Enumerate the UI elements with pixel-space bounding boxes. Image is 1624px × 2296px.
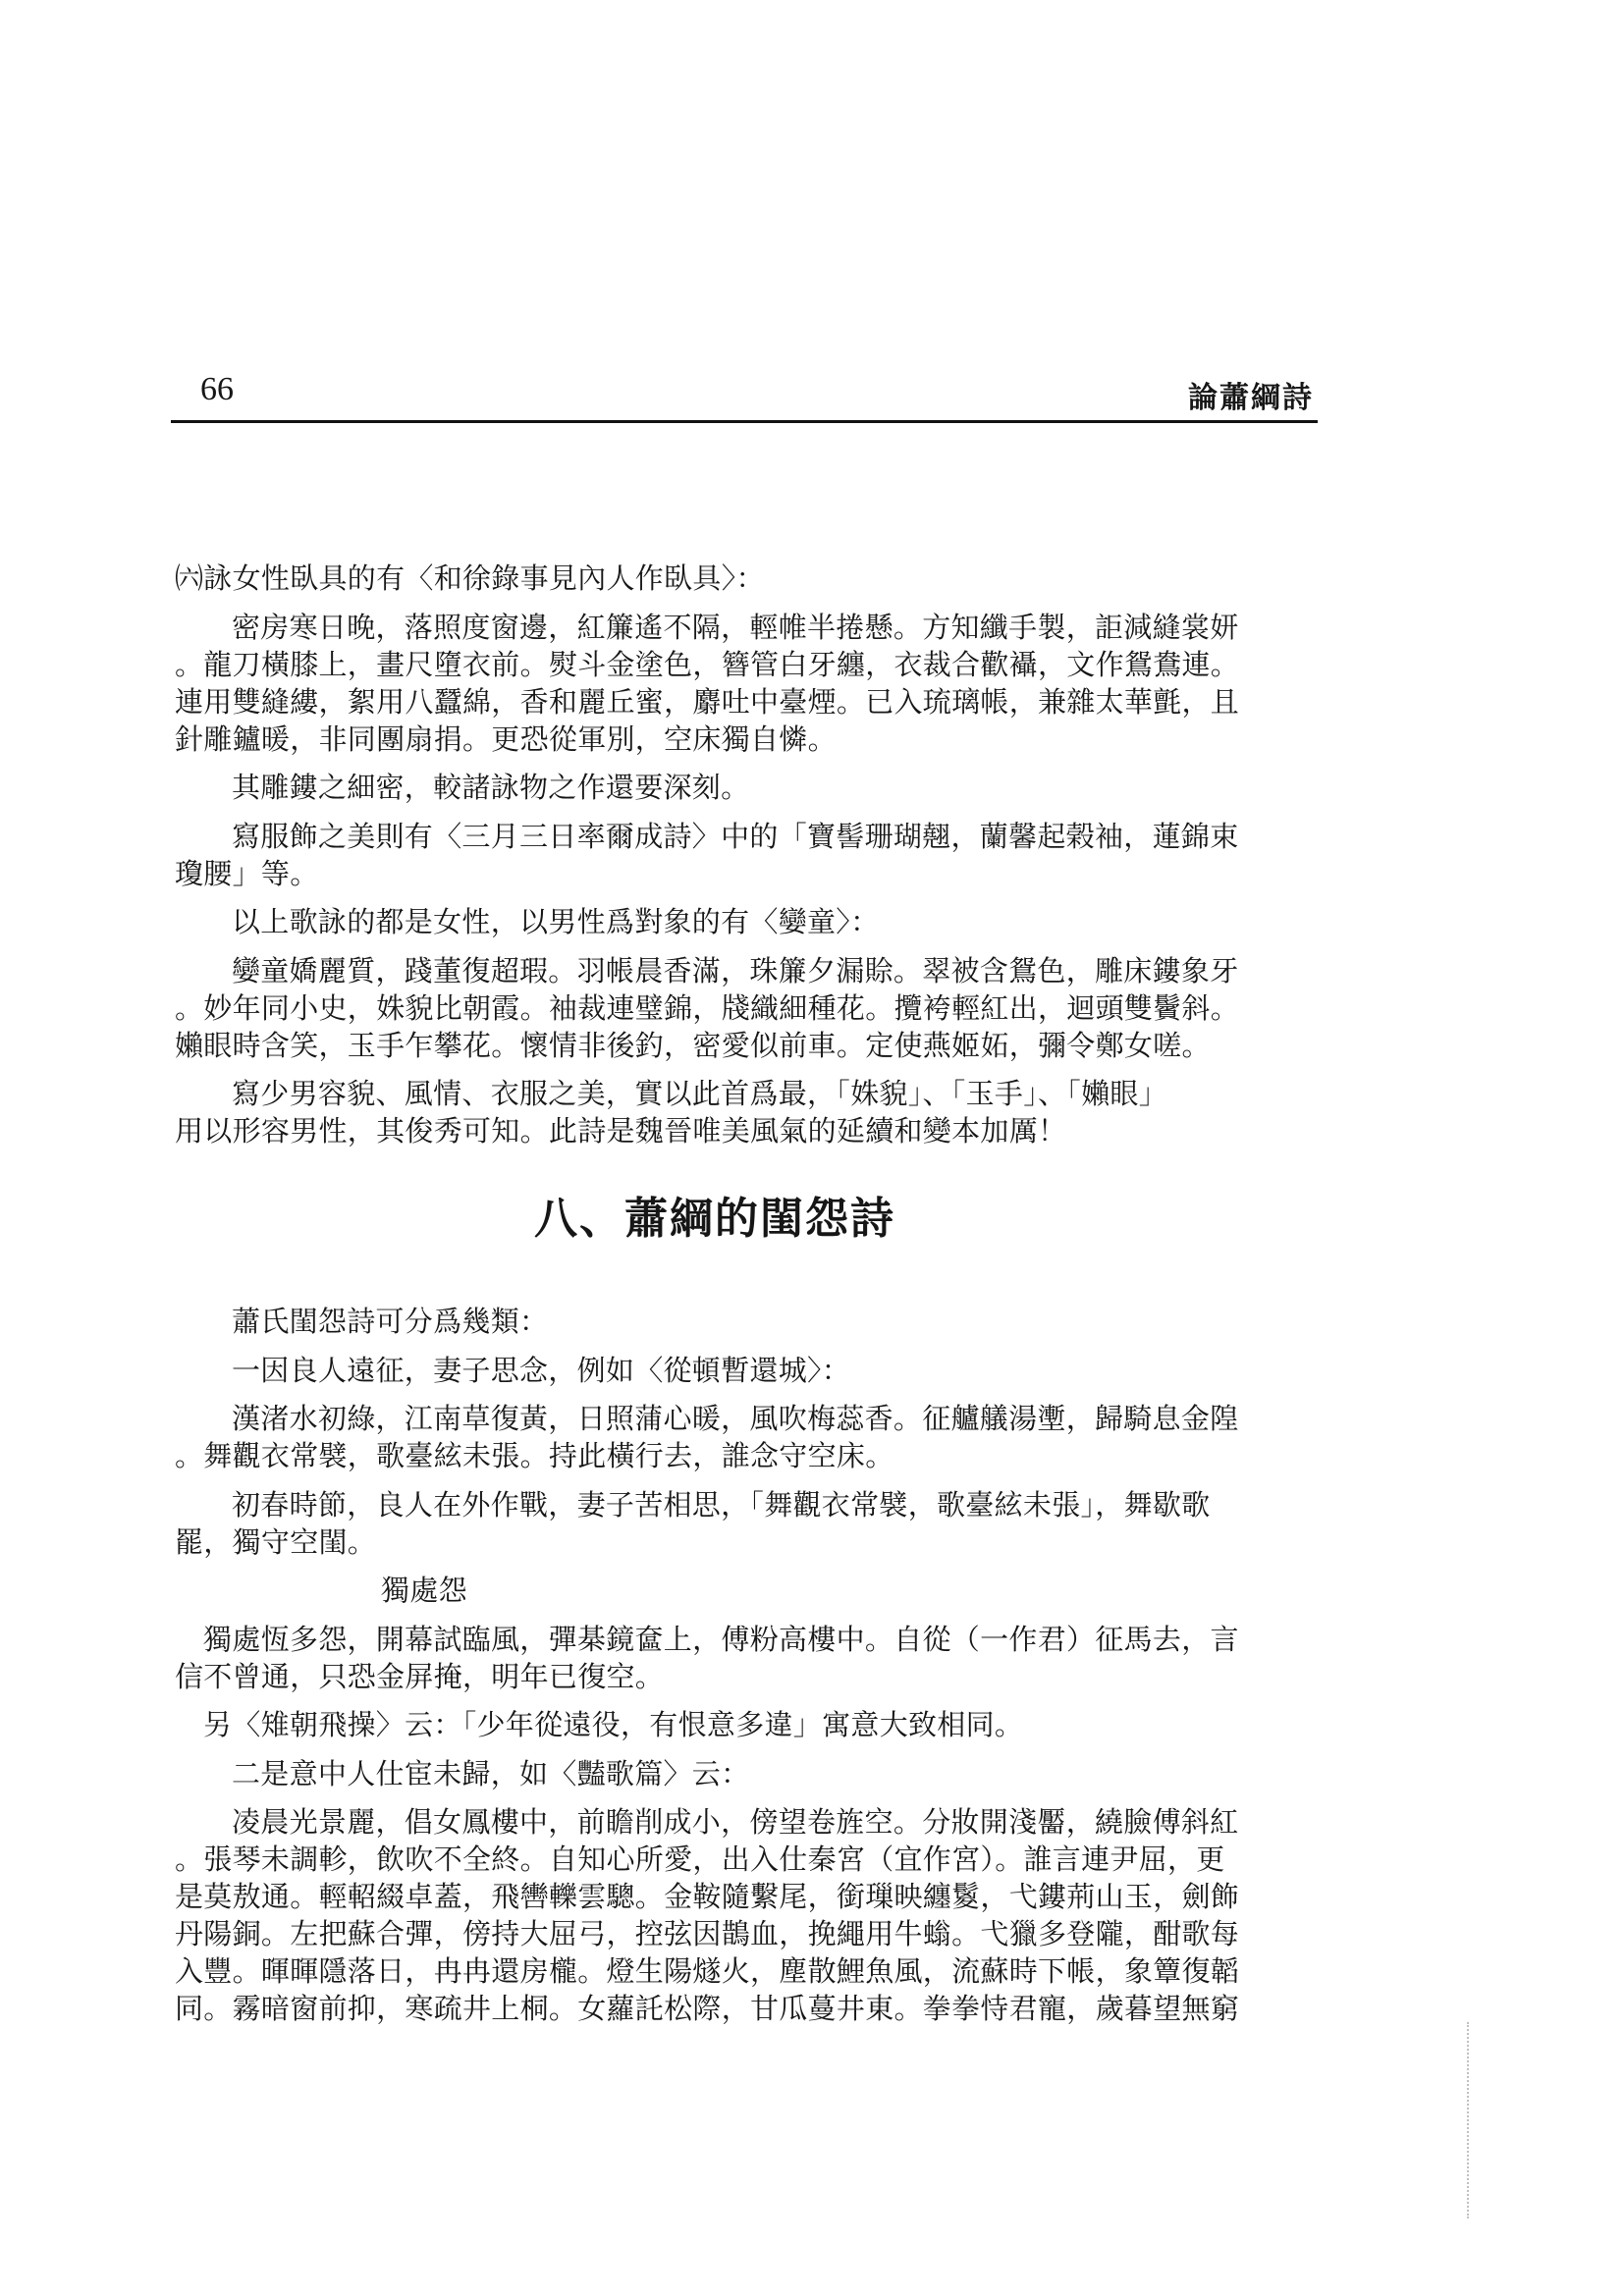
comment-paragraph: 另〈雉朝飛操〉云：「少年從遠役，有恨意多違」寓意大致相同。 — [203, 1708, 1024, 1741]
poem-line: 信不曾通，只恐金屏掩，明年已復空。 — [175, 1659, 665, 1693]
scan-artifact — [1467, 2022, 1469, 2218]
section-intro: ㈥詠女性臥具的有〈和徐錄事見內人作臥具〉： — [175, 561, 765, 595]
comment-paragraph: 瓊腰」等。 — [175, 856, 319, 890]
poem-line: 密房寒日晚，落照度窗邊，紅簾遙不隔，輕帷半捲懸。方知纖手製，詎減縫裳妍 — [232, 610, 1239, 644]
section-intro: 蕭氏閨怨詩可分爲幾類： — [232, 1305, 549, 1338]
poem-line: 漢渚水初綠，江南草復黃，日照蒲心暖，風吹梅蕊香。征艫艤湯壍，歸騎息金隍 — [232, 1402, 1239, 1435]
poem-line: 獨處恆多怨，開幕試臨風，彈棊鏡奩上，傅粉高樓中。自從（一作君）征馬去，言 — [203, 1622, 1239, 1656]
poem-line: 凌晨光景麗，倡女鳳樓中，前瞻削成小，傍望卷旌空。分妝開淺靨，繞臉傅斜紅 — [232, 1805, 1239, 1839]
comment-paragraph: 寫少男容貌、風情、衣服之美，實以此首爲最，「姝貌」、「玉手」、「嬾眼」 — [232, 1077, 1168, 1110]
poem-line: 。張琴未調軫，飲吹不全終。自知心所愛，出入仕秦宮（宜作宮）。誰言連尹屈，更 — [175, 1842, 1225, 1876]
comment-paragraph: 初春時節，良人在外作戰，妻子苦相思，「舞觀衣常襞，歌臺絃未張」，舞歇歌 — [232, 1487, 1211, 1522]
poem-line: 。龍刀橫膝上，畫尺墮衣前。熨斗金塗色，簪管白牙纏，衣裁合歡襵，文作鴛鴦連。 — [175, 647, 1240, 681]
header-rule — [171, 420, 1318, 423]
poem-line: 。妙年同小史，姝貌比朝霞。袖裁連璧錦，牋織細種花。攬袴輕紅出，迴頭雙鬢斜。 — [175, 990, 1240, 1025]
comment-paragraph: 罷，獨守空閨。 — [175, 1524, 377, 1559]
running-title: 論蕭綱詩 — [1188, 381, 1314, 415]
comment-paragraph: 用以形容男性，其俊秀可知。此詩是魏晉唯美風氣的延續和變本加厲！ — [175, 1114, 1067, 1148]
poem-line: 連用雙縫縷，絮用八蠶綿，香和麗丘蜜，麝吐中臺煙。已入琉璃帳，兼雜太華氈，且 — [175, 684, 1240, 719]
poem-line: 孌童嬌麗質，踐董復超瑕。羽帳晨香滿，珠簾夕漏賒。翠被含鴛色，雕床鏤象牙 — [232, 953, 1239, 988]
poem-line: 入豐。暉暉隱落日，冉冉還房櫳。燈生陽燧火，塵散鯉魚風，流蘇時下帳，象簟復韜 — [175, 1954, 1240, 1988]
comment-paragraph: 其雕鏤之細密，較諸詠物之作還要深刻。 — [232, 771, 750, 804]
page-body — [175, 560, 1255, 2027]
section-heading: 八、蕭綱的閨怨詩 — [534, 1194, 895, 1244]
poem-line: 同。霧暗窗前抑，寒疏井上桐。女蘿託松際，甘瓜蔓井東。拳拳恃君寵，歲暮望無窮 — [175, 1992, 1240, 2025]
category-intro: 一因良人遠征，妻子思念，例如〈從頓暫還城〉： — [232, 1353, 851, 1387]
comment-paragraph: 寫服飾之美則有〈三月三日率爾成詩〉中的「寶髻珊瑚翹，蘭馨起榖袖，蓮錦束 — [232, 819, 1239, 853]
poem-line: 。舞觀衣常襞，歌臺絃未張。持此橫行去，誰念守空床。 — [175, 1439, 894, 1472]
poem-line: 丹陽銅。左把蘇合彈，傍持大屈弓，控弦因鵲血，挽繩用牛螉。弋獵多登隴，酣歌每 — [175, 1917, 1240, 1950]
category-intro: 二是意中人仕宦未歸，如〈豔歌篇〉云： — [232, 1756, 750, 1790]
poem-intro: 以上歌詠的都是女性，以男性爲對象的有〈孌童〉： — [232, 905, 880, 938]
poem-line: 是莫敖通。輕軺綴卓蓋，飛轡轢雲驄。金鞍隨繫尾，銜璅映纏鬉，弋鏤荊山玉，劍飾 — [175, 1880, 1240, 1913]
poem-line: 嬾眼時含笑，玉手乍攀花。懷情非後釣，密愛似前車。定使燕姬妬，彌令鄭女嗟。 — [175, 1028, 1211, 1062]
poem-line: 針雕鑪暖，非同團扇捐。更恐從軍別，空床獨自憐。 — [175, 721, 837, 756]
page-number: 66 — [200, 371, 234, 407]
poem-title: 獨處怨 — [381, 1574, 467, 1607]
